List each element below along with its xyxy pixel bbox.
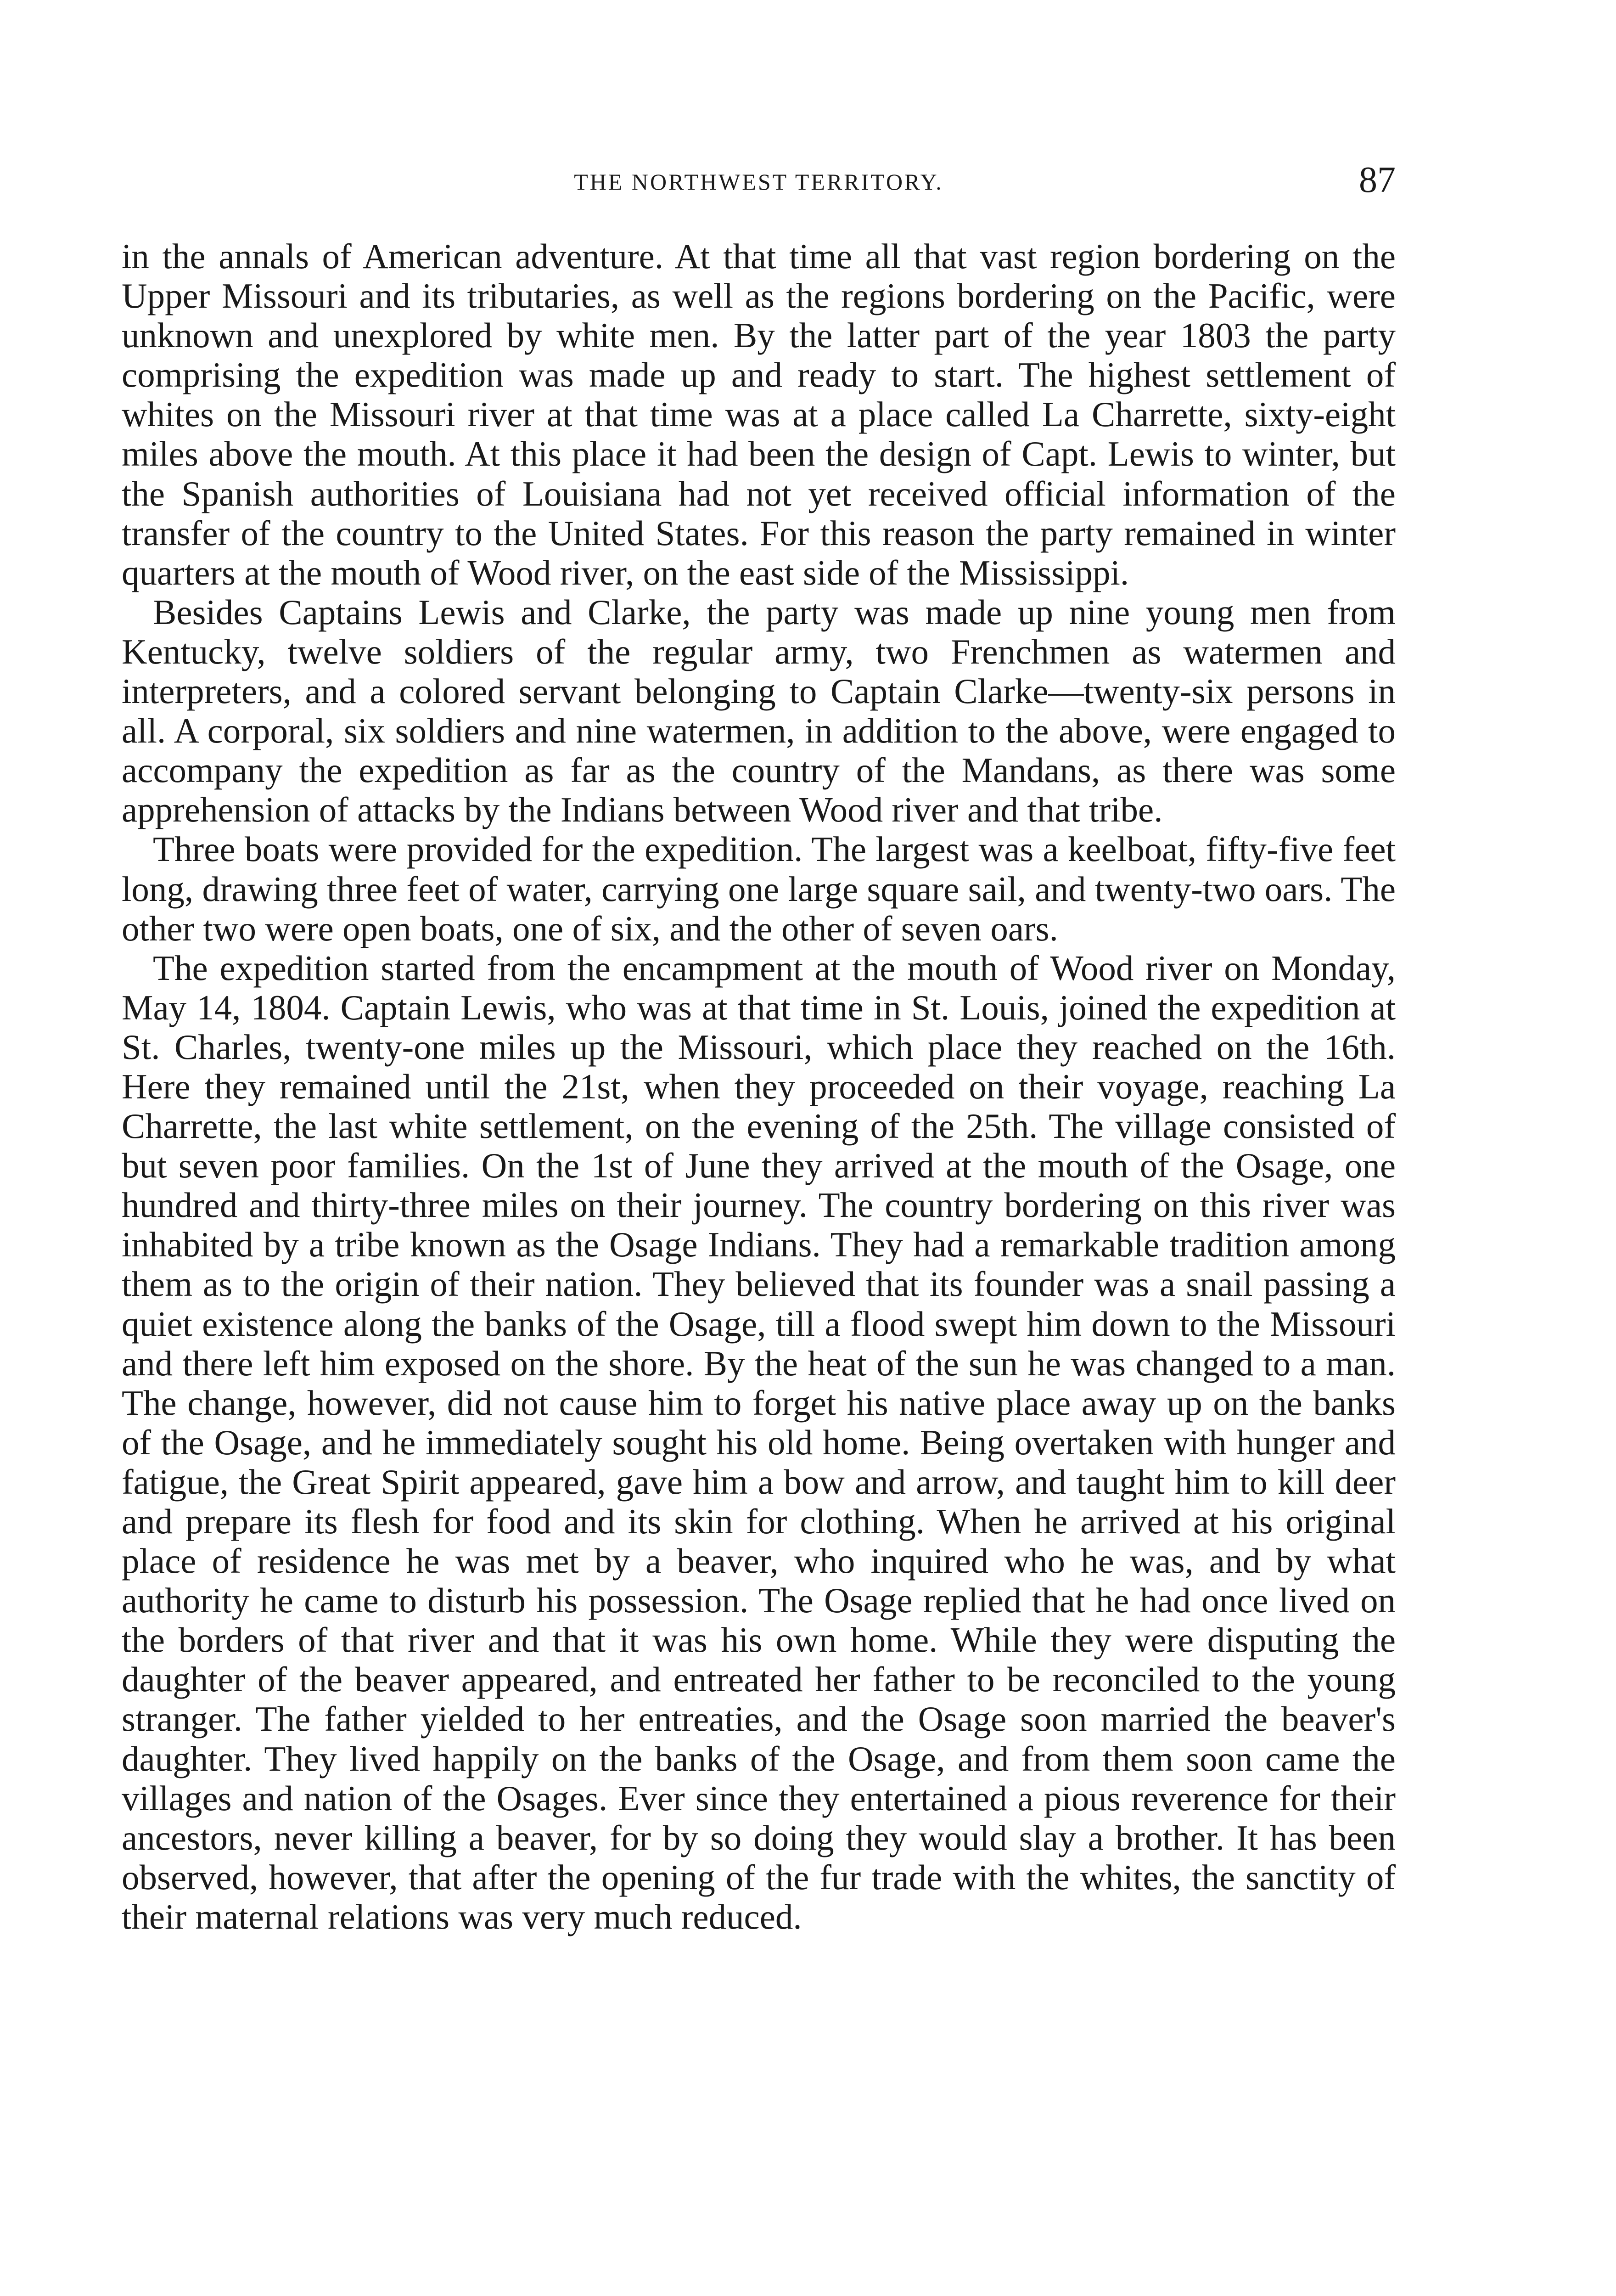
body-text <box>122 236 1396 1936</box>
paragraph-continued: in the annals of American adventure. At that time all that vast region bordering on the Upper Missouri and its tributaries, as well as the regions bordering on the Pacific, were unknown and unexplored by white men. By the latter part of the year 1803 the party comprising the expedition was made up and ready to start. The highest settlement of whites on the Missouri river at that time was at a place called La Charrette, sixty-eight miles above the mouth. At this place it had been the design of Capt. Lewis to winter, but the Spanish authorities of Louisiana had not yet received official information of the transfer of the country to the United States. For this reason the party remained in winter quarters at the mouth of Wood river, on the east side of the Mississippi. <box>122 236 1396 592</box>
running-head <box>122 160 1396 204</box>
page-number: 87 <box>1359 160 1396 200</box>
paragraph-party-members: Besides Captains Lewis and Clarke, the party was made up nine young men from Kentucky, twelve soldiers of the regular army, two Frenchmen as watermen and interpreters, and a colored servant belonging to Captain Clarke—twenty-six persons in all. A corporal, six soldiers and nine watermen, in addition to the above, were engaged to accompany the expedition as far as the country of the Mandans, as there was some apprehension of attacks by the Indians between Wood river and that tribe. <box>122 592 1396 830</box>
paragraph-boats: Three boats were provided for the expedition. The largest was a keelboat, fifty-five feet long, drawing three feet of water, carrying one large square sail, and twenty-two oars. The other two were open boats, one of six, and the other of seven oars. <box>122 829 1396 948</box>
running-title: THE NORTHWEST TERRITORY. <box>574 169 943 195</box>
paragraph-expedition-start: The expedition started from the encampment at the mouth of Wood river on Monday, May 14, 1804. Captain Lewis, who was at that time in St. Louis, joined the expedition at St. Charles, twenty-one miles up the Missouri, which place they reached on the 16th. Here they remained until the 21st, when they proceeded on their voyage, reaching La Charrette, the last white settlement, on the evening of the 25th. The village consisted of but seven poor families. On the 1st of June they arrived at the mouth of the Osage, one hundred and thirty-three miles on their journey. The country bordering on this river was inhabited by a tribe known as the Osage Indians. They had a remarkable tradition among them as to the origin of their nation. They believed that its founder was a snail passing a quiet existence along the banks of the Osage, till a flood swept him down to the Missouri and there left him exposed on the shore. By the heat of the sun he was changed to a man. The change, however, did not cause him to forget his native place away up on the banks of the Osage, and he immediately sought his old home. Being overtaken with hunger and fatigue, the Great Spirit appeared, gave him a bow and arrow, and taught him to kill deer and prepare its flesh for food and its skin for clothing. When he arrived at his original place of residence he was met by a beaver, who inquired who he was, and by what authority he came to disturb his possession. The Osage replied that he had once lived on the borders of that river and that it was his own home. While they were disputing the daughter of the beaver appeared, and entreated her father to be reconciled to the young stranger. The father yielded to her entreaties, and the Osage soon married the beaver's daughter. They lived happily on the banks of the Osage, and from them soon came the villages and nation of the Osages. Ever since they entertained a pious reverence for their ancestors, never killing a beaver, for by so doing they would slay a brother. It has been observed, however, that after the opening of the fur trade with the whites, the sanctity of their maternal relations was very much reduced. <box>122 948 1396 1936</box>
